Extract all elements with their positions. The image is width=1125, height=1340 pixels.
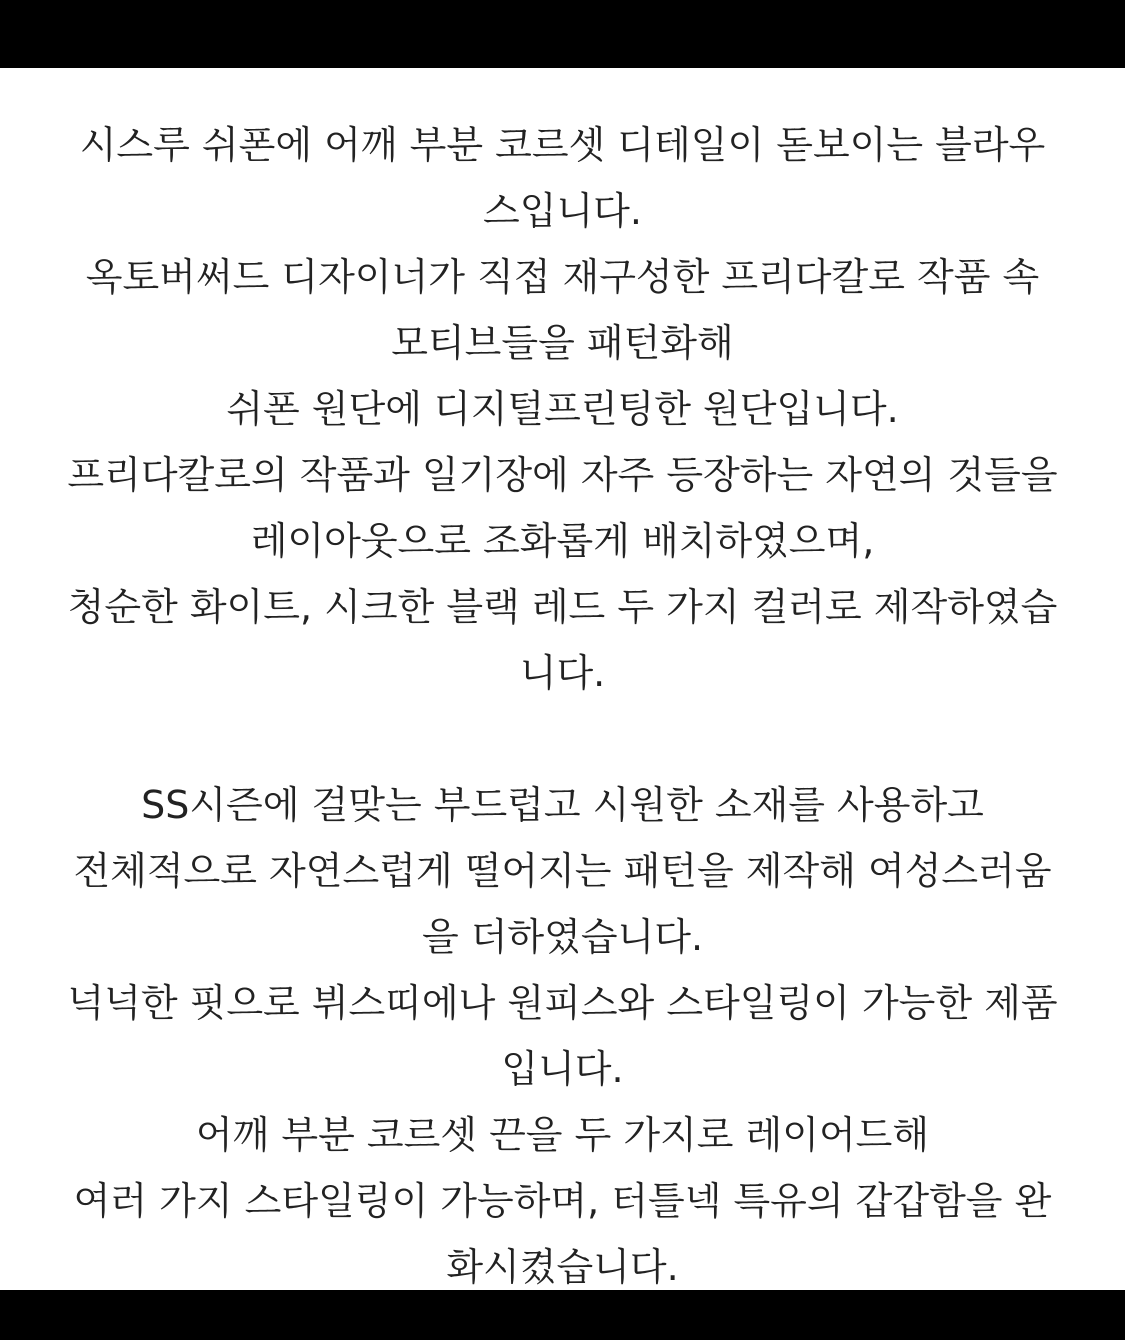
text-line: 넉넉한 핏으로 뷔스띠에나 원피스와 스타일링이 가능한 제품 <box>67 981 1058 1025</box>
text-line: 옥토버써드 디자이너가 직접 재구성한 프리다칼로 작품 속 <box>85 255 1040 299</box>
text-line: SS시즌에 걸맞는 부드럽고 시원한 소재를 사용하고 <box>141 783 984 827</box>
text-line: 니다. <box>519 651 606 695</box>
text-line: 을 더하였습니다. <box>421 915 704 959</box>
text-line: 스입니다. <box>483 189 642 233</box>
description-text <box>40 112 1085 1290</box>
text-line: 쉬폰 원단에 디지털프린팅한 원단입니다. <box>226 387 899 431</box>
text-line: 어깨 부분 코르셋 끈을 두 가지로 레이어드해 <box>195 1113 930 1157</box>
bottom-black-bar <box>0 1290 1125 1340</box>
text-line: 레이아웃으로 조화롭게 배치하였으며, <box>250 519 875 563</box>
text-line: 여러 가지 스타일링이 가능하며, 터틀넥 특유의 갑갑함을 완 <box>73 1179 1052 1223</box>
text-line: 프리다칼로의 작품과 일기장에 자주 등장하는 자연의 것들을 <box>67 453 1058 497</box>
top-black-bar <box>0 0 1125 68</box>
text-line: 모티브들을 패턴화해 <box>391 321 734 365</box>
text-line: 화시켰습니다. <box>446 1245 679 1289</box>
text-line: 입니다. <box>501 1047 624 1091</box>
text-line: 시스루 쉬폰에 어깨 부분 코르셋 디테일이 돋보이는 블라우 <box>79 123 1046 167</box>
text-line: 청순한 화이트, 시크한 블랙 레드 두 가지 컬러로 제작하였습 <box>67 585 1058 629</box>
text-line: 전체적으로 자연스럽게 떨어지는 패턴을 제작해 여성스러움 <box>73 849 1052 893</box>
paragraph-gap <box>40 706 1085 772</box>
product-description <box>0 68 1125 1290</box>
